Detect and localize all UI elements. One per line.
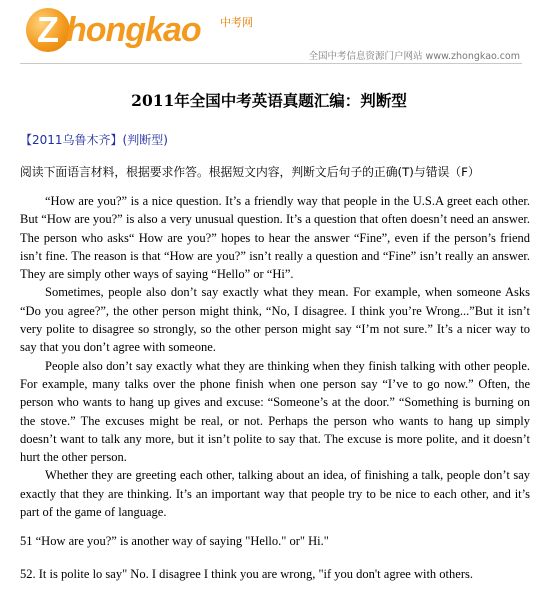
- question-52: 52. It is polite lo say" No. I disagree I think you are wrong, "if you don't agree with others.: [20, 567, 473, 581]
- passage-paragraph: People also don’t say exactly what they are thinking when they finish talking with other people. For example, many talks over the phone finish when one person say “I’ve to go now.” Often, the person who wants to hang up gives and excuse: “Someone’s at the door.” “Something is burning on the stove.” The excuses might be real, or not. Perhaps the person who wants to hang up simply doesn’t want to talk any more, but it isn’t polite to say that. The excuse is more polite, and it doesn’t hurt the other person.: [20, 358, 530, 465]
- logo-cn-text: 中考网: [220, 16, 253, 29]
- source-label: 【2011乌鲁木齐】(判断型): [20, 133, 168, 147]
- passage-paragraph: “How are you?” is a nice question. It’s a friendly way that people in the U.S.A greet each other. But “How are you?” is also a very unusual question. It’s a question that often doesn’t need an answer. The person who asks“ How are you?” hopes to hear the answer “Fine”, even if the person’s friend isn’t fine. The reason is that “How are you?” isn’t really a question and “Fine” isn’t really an answer. They are simply other ways of saying “Hello” or “Hi”.: [20, 194, 530, 282]
- passage-paragraph: Whether they are greeting each other, talking about an idea, of finishing a talk, people don’t say exactly that they are thinking. It’s an important way that people try to be nice to each other, and it’s part of the game of language.: [20, 468, 530, 520]
- header-divider: [20, 63, 522, 64]
- site-tagline: 全国中考信息资源门户网站 www.zhongkao.com: [308, 51, 520, 62]
- zhongkao-logo[interactable]: [20, 6, 280, 56]
- question-51: 51 “How are you?” is another way of saying "Hello." or" Hi.": [20, 534, 329, 548]
- site-header: [0, 0, 538, 64]
- instructions-text: 阅读下面语言材料，根据要求作答。根据短文内容，判断文后句子的正确(T)与错误（F）: [20, 165, 480, 179]
- logo-z-emblem: Z: [26, 8, 70, 52]
- passage-paragraph: Sometimes, people also don’t say exactly what they mean. For example, when someone Asks “Do you agree?”, the other person might think, “No, I disagree. I think you’re Wrong...”But it isn’t very polite to disagree so strongly, so the other person might say “I’m not sure.” It’s a nicer way to say that you don’t agree with someone.: [20, 285, 530, 355]
- logo-wordmark: hongkao: [66, 11, 201, 49]
- page-title: 2011年全国中考英语真题汇编：判断型: [131, 91, 407, 110]
- reading-passage: [20, 192, 530, 521]
